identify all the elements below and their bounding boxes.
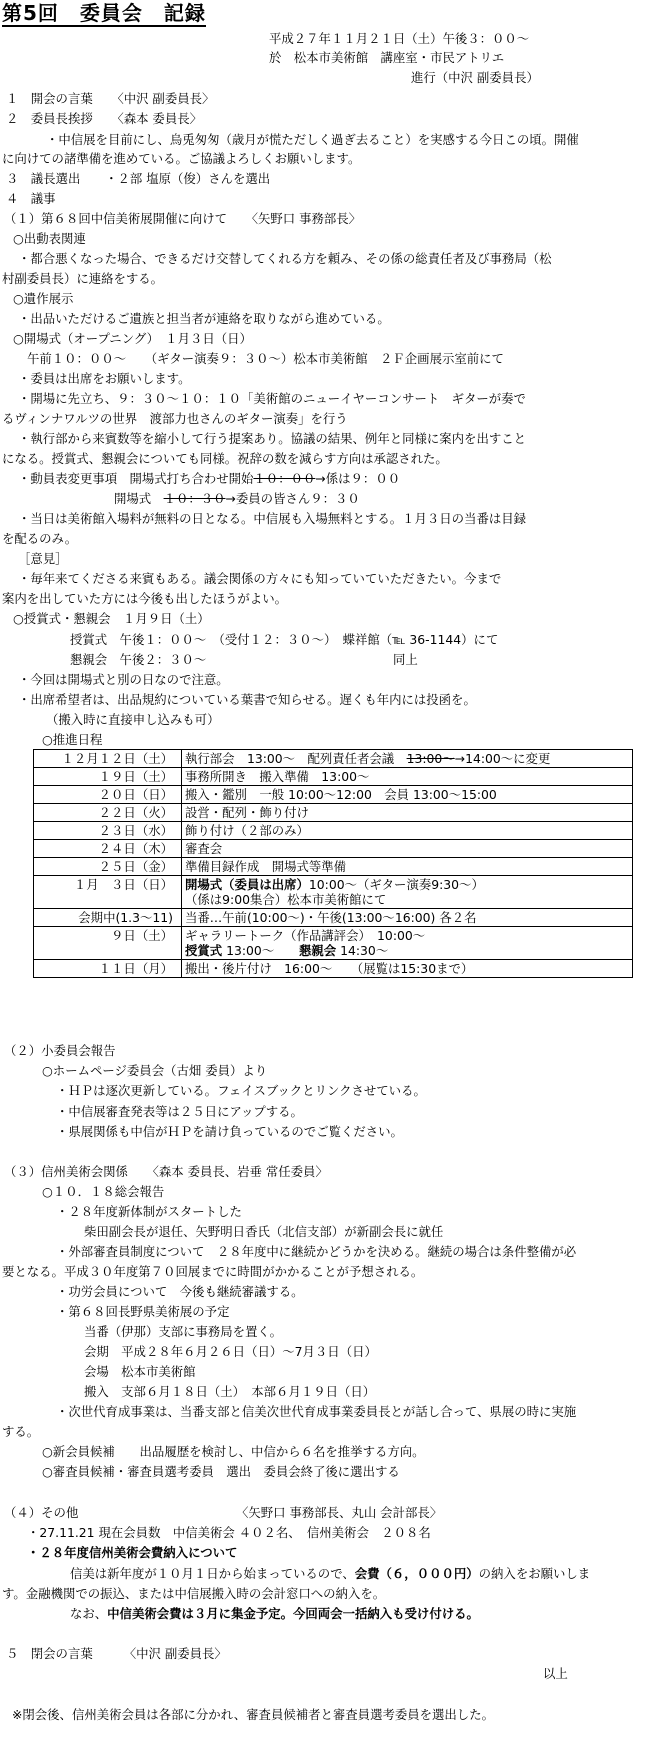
schedule-date: ２３日（水） — [34, 822, 182, 840]
schedule-row — [34, 858, 633, 876]
paragraph: ○開場式（オープニング） １月３日（日） — [13, 331, 252, 346]
paragraph: （搬入時に直接申し込みも可） — [46, 712, 220, 727]
schedule-date: ２５日（金） — [34, 858, 182, 876]
paragraph: 授賞式 午後１：００～ （受付１２：３０～） 蝶祥館（℡ 36-1144）にて — [70, 632, 499, 647]
paragraph: ・出席希望者は、出品規約についている葉書で知らせる。遅くも年内には投函を。 — [18, 692, 476, 707]
schedule-row — [34, 840, 633, 858]
paragraph: 要となる。平成３０年度第７０回展までに時間がかかることが予想される。 — [2, 1264, 424, 1279]
schedule-content: 当番…午前(10:00～)・午後(13:00～16:00) 各２名 — [182, 909, 633, 927]
schedule-row — [34, 927, 633, 960]
schedule-content: ギャラリートーク（作品講評会） 10:00～ 授賞式 13:00～ 懇親会 14:30～ — [182, 927, 633, 960]
paragraph: ・当日は美術館入場料が無料の日となる。中信展も入場無料とする。１月３日の当番は目録 — [18, 511, 527, 526]
paragraph: ○新会員候補 出品履歴を検討し、中信から６名を推挙する方向。 — [42, 1444, 425, 1459]
paragraph: ○ホームページ委員会（古畑 委員）より — [42, 1063, 268, 1078]
schedule-date: 会期中(1.3～11) — [34, 909, 182, 927]
schedule-date: ２４日（木） — [34, 840, 182, 858]
schedule-content: 準備目録作成 開場式等準備 — [182, 858, 633, 876]
section-2: ２ 委員長挨拶 〈森本 委員長〉 — [6, 111, 202, 126]
paragraph: 同上 — [393, 652, 418, 667]
closing-mark: 以上 — [543, 1666, 568, 1681]
agenda-2-heading: （２）小委員会報告 — [4, 1043, 116, 1058]
paragraph: 柴田副会長が退任、矢野明日香氏（北信支部）が新副会長に就任 — [84, 1224, 444, 1239]
paragraph: になる。授賞式、懇親会についても同様。祝辞の数を減らす方向は承認された。 — [2, 451, 448, 466]
paragraph: 開場式 １０：３０→委員の皆さん９：３０ — [114, 491, 360, 506]
paragraph: 懇親会 午後２：３０～ — [70, 652, 207, 667]
section-2-body: ・中信展を目前にし、烏兎匆匆（歳月が慌ただしく過ぎ去ること）を実感する今日この頃。開催 — [46, 132, 579, 147]
agenda-1-heading: （１）第６８回中信美術展開催に向けて 〈矢野口 事務部長〉 — [4, 211, 362, 226]
paragraph: ・委員は出席をお願いします。 — [18, 371, 191, 386]
paragraph: ・今回は開場式と別の日なので注意。 — [18, 672, 229, 687]
section-5: ５ 閉会の言葉 〈中沢 副委員長〉 — [6, 1646, 227, 1661]
schedule-content: 搬出・後片付け 16:00～ （展覧は15:30まで） — [182, 960, 633, 978]
paragraph: ○授賞式・懇親会 １月９日（土） — [13, 611, 210, 626]
schedule-row — [34, 960, 633, 978]
paragraph: 会場 松本市美術館 — [84, 1364, 196, 1379]
paragraph: ・次世代育成事業は、当番支部と信美次世代育成事業委員長とが話し合って、県展の時に実施 — [56, 1404, 577, 1419]
schedule-row — [34, 750, 633, 768]
schedule-heading: ○推進日程 — [42, 732, 103, 747]
meeting-datetime: 平成２７年１１月２１日（土）午後３：００～ — [269, 31, 530, 46]
schedule-date: １９日（土） — [34, 768, 182, 786]
agenda-4-responsible: 〈矢野口 事務部長、丸山 会計部長〉 — [236, 1505, 443, 1520]
schedule-row — [34, 909, 633, 927]
schedule-table — [33, 749, 633, 978]
schedule-date: １２月１２日（土） — [34, 750, 182, 768]
schedule-date: ２０日（日） — [34, 786, 182, 804]
section-2-body: に向けての諸準備を進めている。ご協議よろしくお願いします。 — [2, 151, 361, 166]
paragraph: ○出動表関連 — [13, 231, 86, 246]
paragraph: 午前１０：００～ （ギター演奏９：３０～）松本市美術館 ２Ｆ企画展示室前にて — [27, 351, 504, 366]
schedule-content: 事務所開き 搬入準備 13:00～ — [182, 768, 633, 786]
schedule-content: 搬入・鑑別 一般 10:00～12:00 会員 13:00～15:00 — [182, 786, 633, 804]
schedule-row — [34, 804, 633, 822]
schedule-row — [34, 768, 633, 786]
paragraph: ・２８年度信州美術会費納入について — [27, 1545, 238, 1560]
paragraph: ［意見］ — [18, 551, 68, 566]
schedule-date: ９日（土） — [34, 927, 182, 960]
footnote: ※閉会後、信州美術会員は各部に分かれ、審査員候補者と審査員選考委員を選出した。 — [12, 1707, 494, 1722]
paragraph: ・27.11.21 現在会員数 中信美術会 ４０２名、 信州美術会 ２０８名 — [27, 1525, 431, 1540]
paragraph: 信美は新年度が１０月１日から始まっているので、会費（６，０００円）の納入をお願いしま — [70, 1566, 591, 1581]
paragraph: るヴィンナワルツの世界 渡部力也さんのギター演奏」を行う — [2, 411, 348, 426]
paragraph: 当番（伊那）支部に事務局を置く。 — [84, 1324, 283, 1339]
schedule-date: １１日（月） — [34, 960, 182, 978]
paragraph: 搬入 支部６月１８日（土） 本部６月１９日（日） — [84, 1384, 376, 1399]
paragraph: ・中信展審査発表等は２５日にアップする。 — [56, 1104, 303, 1119]
schedule-content: 設営・配列・飾り付け — [182, 804, 633, 822]
meeting-venue: 於 松本市美術館 講座室・市民アトリエ — [269, 50, 505, 65]
paragraph: ・第６８回長野県美術展の予定 — [56, 1304, 230, 1319]
section-3: ３ 議長選出 ・２部 塩原（俊）さんを選出 — [6, 171, 271, 186]
paragraph: する。 — [2, 1424, 40, 1439]
schedule-row — [34, 786, 633, 804]
schedule-row — [34, 822, 633, 840]
paragraph: を配るのみ。 — [2, 531, 78, 546]
paragraph: ・県展関係も中信がＨＰを請け負っているのでご覧ください。 — [56, 1124, 403, 1139]
paragraph: 案内を出していた方には今後も出したほうがよい。 — [2, 591, 287, 606]
paragraph: 会期 平成２８年６月２６日（日）～7月３日（日） — [84, 1344, 377, 1359]
schedule-content: 審査会 — [182, 840, 633, 858]
agenda-3-heading: （３）信州美術会関係 〈森本 委員長、岩垂 常任委員〉 — [4, 1164, 328, 1179]
paragraph: ・出品いただけるご遺族と担当者が連絡を取りながら進めている。 — [18, 311, 390, 326]
schedule-date: ２２日（火） — [34, 804, 182, 822]
paragraph: ・都合悪くなった場合、できるだけ交替してくれる方を頼み、その係の総責任者及び事務局（松 — [18, 251, 552, 266]
schedule-content: 飾り付け（２部のみ） — [182, 822, 633, 840]
agenda-4-heading: （４）その他 — [4, 1505, 79, 1520]
schedule-row — [34, 876, 633, 909]
paragraph: ○審査員候補・審査員選考委員 選出 委員会終了後に選出する — [42, 1464, 400, 1479]
page-title: 第5回 委員会 記録 — [2, 1, 206, 25]
paragraph: なお、中信美術会費は３月に集金予定。今回両会一括納入も受け付ける。 — [70, 1606, 479, 1621]
paragraph: ・功労会員について 今後も継続審議する。 — [56, 1284, 304, 1299]
paragraph: ・外部審査員制度について ２８年度中に継続かどうかを決める。継続の場合は条件整備が必 — [56, 1244, 577, 1259]
paragraph: ・開場に先立ち、９：３０～１０：１０「美術館のニューイヤーコンサート ギターが奏で — [18, 391, 526, 406]
section-4: ４ 議事 — [6, 191, 56, 206]
schedule-content: 執行部会 13:00～ 配列責任者会議 13:00～→14:00～に変更 — [182, 750, 633, 768]
paragraph: ・動員表変更事項 開場式打ち合わせ開始１０：００→係は９：００ — [18, 471, 401, 486]
paragraph: す。金融機関での振込、または中信展搬入時の会計窓口への納入を。 — [2, 1586, 386, 1601]
schedule-date: １月 ３日（日） — [34, 876, 182, 909]
section-1: １ 開会の言葉 〈中沢 副委員長〉 — [6, 91, 215, 106]
paragraph: ○遺作展示 — [13, 291, 74, 306]
paragraph: ・毎年来てくださる来賓もある。議会関係の方々にも知っていていただきたい。今まで — [18, 571, 502, 586]
paragraph: 村副委員長）に連絡をする。 — [2, 271, 164, 286]
schedule-content: 開場式（委員は出席）10:00～（ギター演奏9:30～） （係は9:00集合）松本市美術館にて — [182, 876, 633, 909]
paragraph: ・執行部から来賓数等を縮小して行う提案あり。協議の結果、例年と同様に案内を出すこと — [18, 431, 527, 446]
meeting-facilitator: 進行（中沢 副委員長） — [411, 70, 539, 85]
paragraph: ・ＨＰは逐次更新している。フェイスブックとリンクさせている。 — [56, 1083, 426, 1098]
paragraph: ・２８年度新体制がスタートした — [56, 1204, 242, 1219]
paragraph: ○１０．１８総会報告 — [42, 1184, 165, 1199]
